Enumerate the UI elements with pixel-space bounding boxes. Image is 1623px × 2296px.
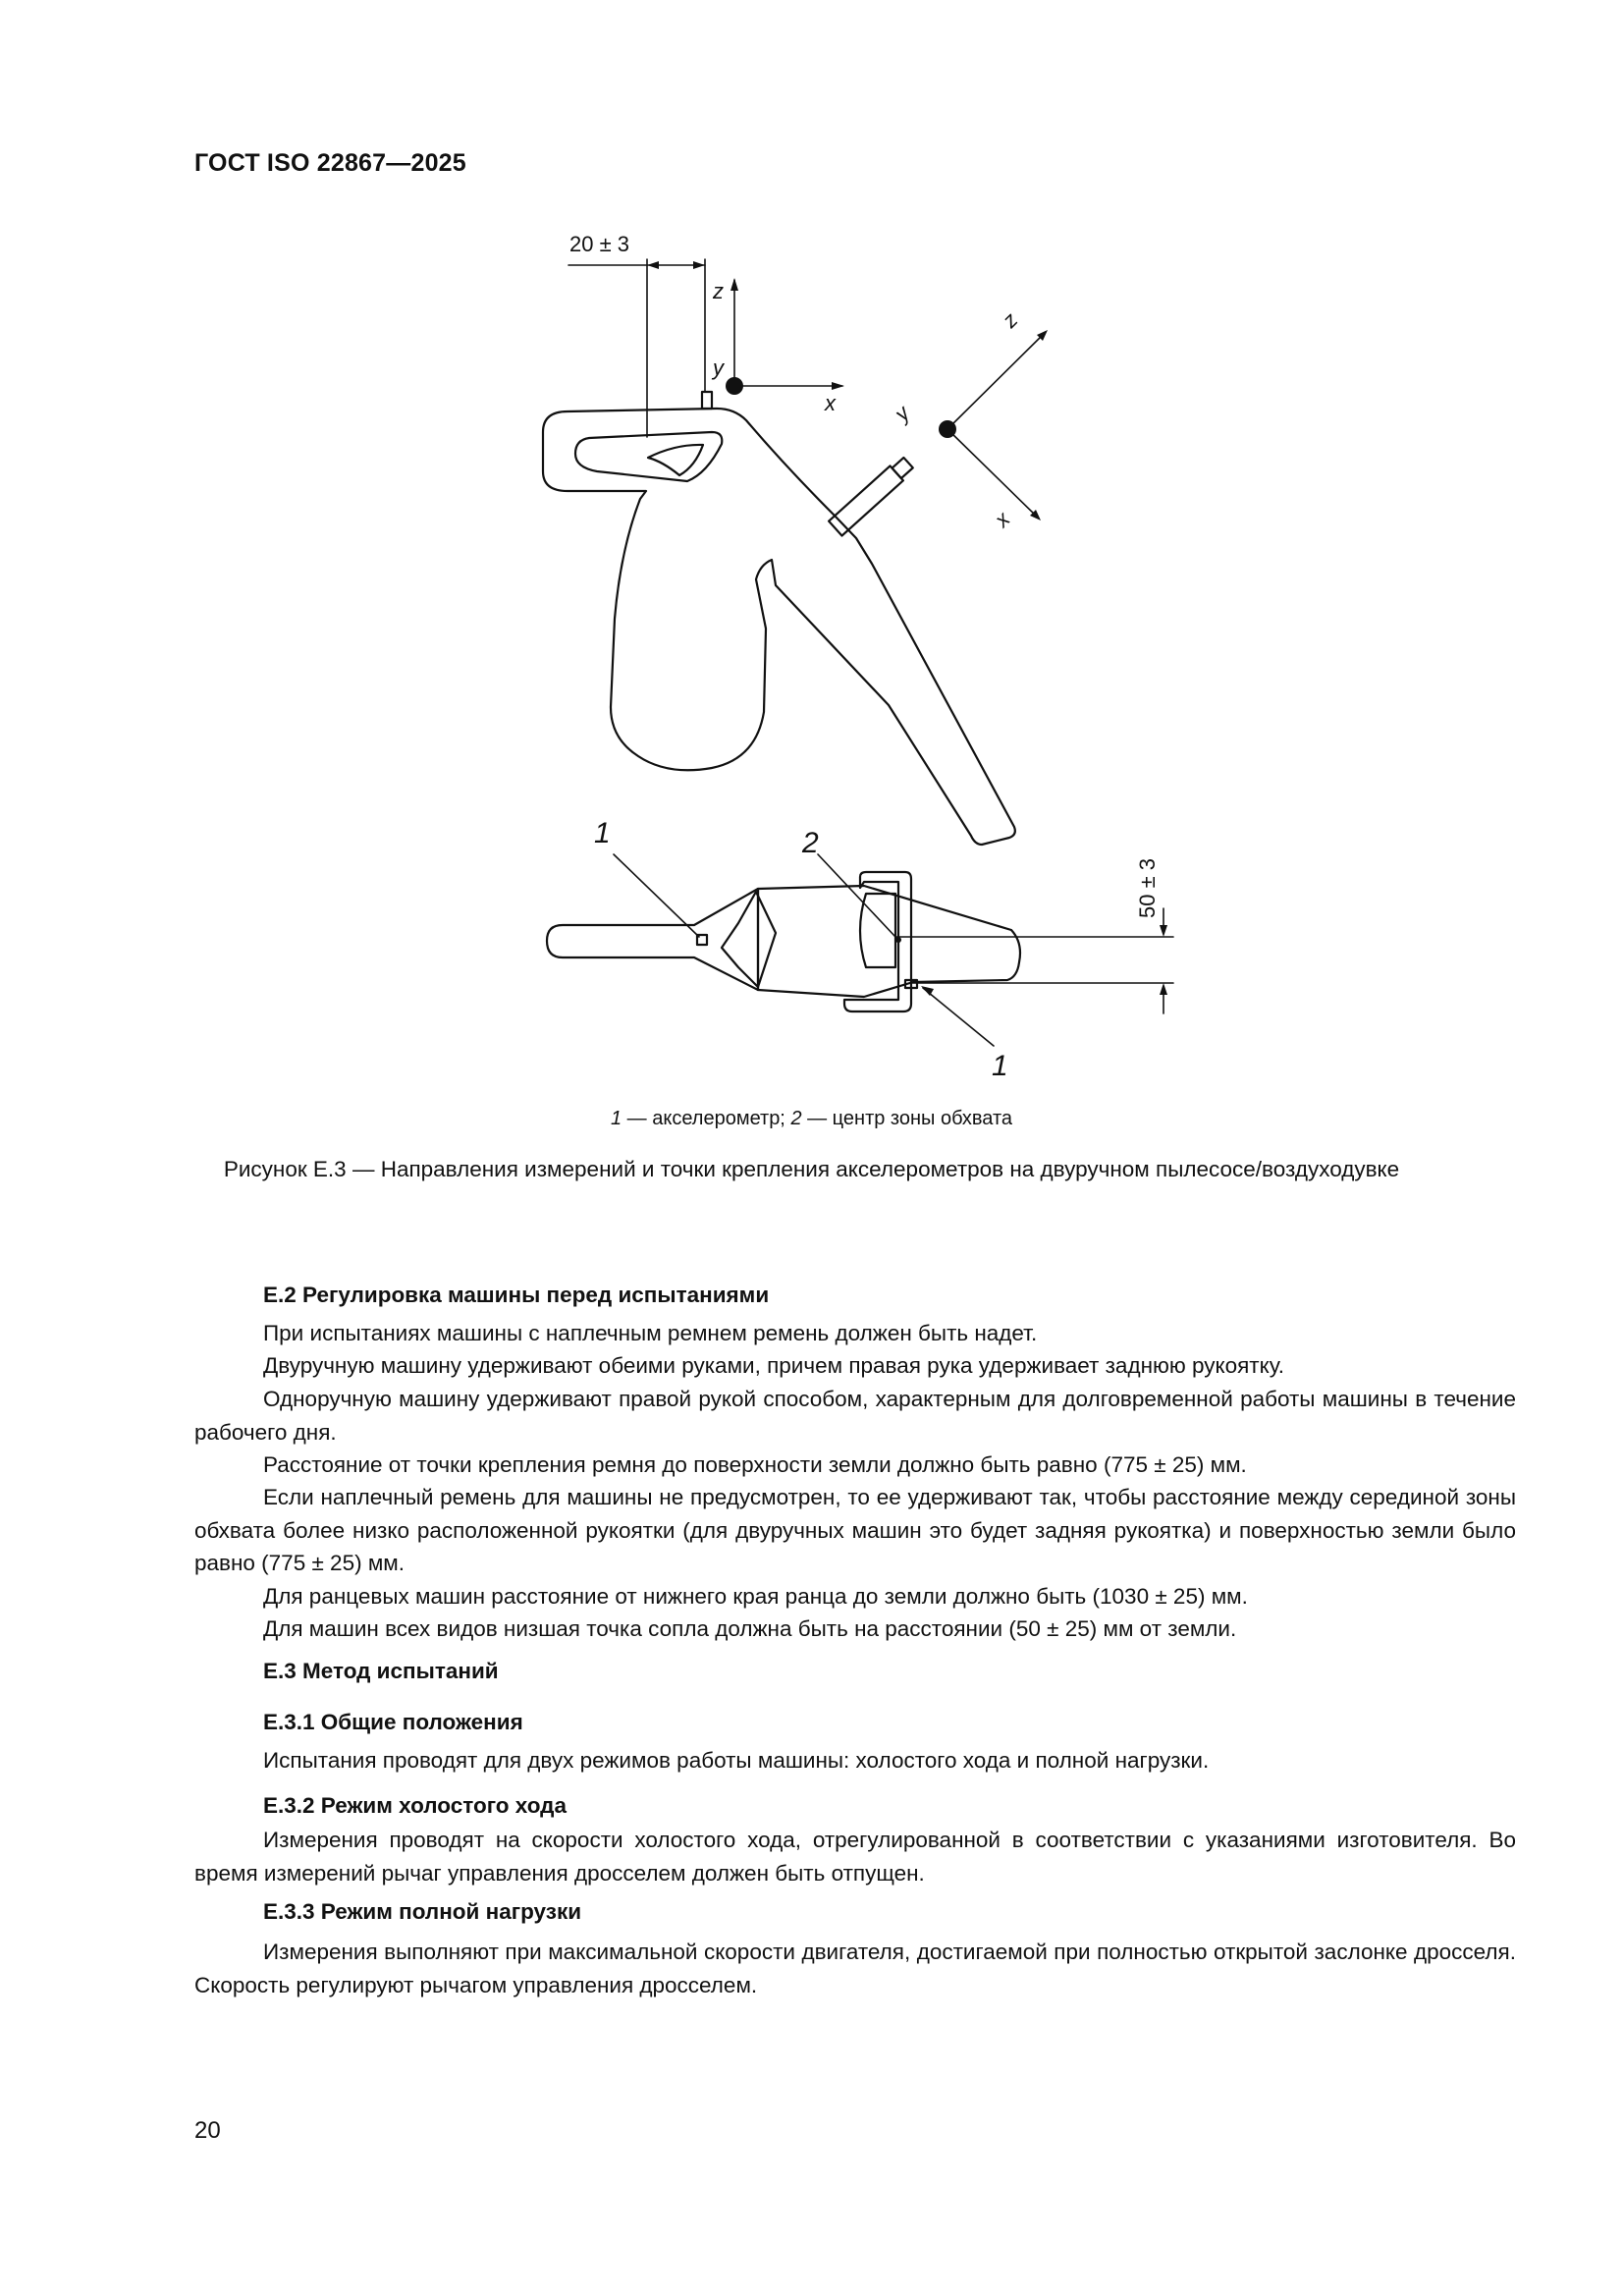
arrow-dim-up <box>1160 983 1167 995</box>
section-e3-heading: E.3 Метод испытаний <box>263 1659 499 1683</box>
callout-label-1-rear: 1 <box>594 817 611 849</box>
page-number: 20 <box>194 2117 221 2144</box>
arrow-top-right <box>693 261 705 269</box>
figure-legend <box>0 1108 1623 1130</box>
section-e2-paragraph-3: Одноручную машину удерживают правой рукой способом, характерным для долговременной работы машины в течение рабочего дня. <box>194 1387 1516 1445</box>
axis-label-y-rear: y <box>713 355 724 380</box>
legend-text-1: — акселерометр; <box>622 1108 791 1129</box>
dim-label-side: 50 ± 3 <box>1135 857 1160 918</box>
measurement-point-front <box>939 420 956 438</box>
throttle-trigger <box>648 445 703 475</box>
legend-text-2: — центр зоны обхвата <box>801 1108 1013 1129</box>
arrow-top-left <box>647 261 659 269</box>
axis-z-line-front <box>947 332 1046 429</box>
axis-label-z-front: z <box>997 307 1023 333</box>
section-e32-paragraph: Измерения проводят на скорости холостого хода, отрегулированной в соответствии с указаниями изготовителя. Во время измерений рычаг управления дросселем должен быть отпущен. <box>194 1828 1516 1886</box>
section-e2-paragraph-2: Двуручную машину удерживают обеими руками, причем правая рука удерживает заднюю рукоятку. <box>263 1353 1284 1378</box>
arrow-dim-down <box>1160 925 1167 937</box>
section-e33-heading: E.3.3 Режим полной нагрузки <box>263 1899 582 1924</box>
section-e2-paragraph-7: Для машин всех видов низшая точка сопла должна быть на расстоянии (50 ± 25) мм от земли. <box>263 1616 1237 1641</box>
leader-line-1-front <box>923 988 994 1046</box>
section-e2-paragraph-1: При испытаниях машины с наплечным ремнем ремень должен быть надет. <box>263 1321 1038 1345</box>
arrow-x-rear <box>832 382 844 390</box>
dim-label-top: 20 ± 3 <box>569 232 630 256</box>
section-e2-paragraph-6: Для ранцевых машин расстояние от нижнего края ранца до земли должно быть (1030 ± 25) мм. <box>263 1584 1248 1609</box>
axis-x-line-front <box>947 429 1039 519</box>
callout-label-2: 2 <box>802 827 819 859</box>
measurement-point-rear <box>726 377 743 395</box>
callout-label-1-front: 1 <box>992 1050 1008 1082</box>
axis-label-x-front: x <box>989 507 1015 532</box>
section-e2-paragraph-4: Расстояние от точки крепления ремня до поверхности земли должно быть равно (775 ± 25) мм. <box>263 1452 1247 1477</box>
bottom-view-body <box>758 886 1020 997</box>
section-e31-heading: E.3.1 Общие положения <box>263 1710 523 1734</box>
accelerometer-rear-side-view <box>702 392 712 409</box>
section-e33-paragraph: Измерения выполняют при максимальной скорости двигателя, достигаемой при полностью открытой заслонке дросселя. Скорость регулируют рычагом управления дросселем. <box>194 1940 1516 1997</box>
section-e32-heading: E.3.2 Режим холостого хода <box>263 1793 567 1818</box>
section-e2-paragraph-5: Если наплечный ремень для машины не предусмотрен, то ее удерживают так, чтобы расстояние между серединой зоны обхвата более низко расположенной рукоятки (для двуручных машин это будет задняя рукоятка) и поверхностью земли было равно (775 ± 25) мм. <box>194 1485 1516 1575</box>
legend-number-1: 1 <box>610 1108 622 1129</box>
document-header: ГОСТ ISO 22867—2025 <box>194 149 466 177</box>
axis-label-y-front: y <box>889 401 915 426</box>
grip-center-point <box>895 937 901 943</box>
legend-number-2: 2 <box>790 1108 802 1129</box>
section-e31-paragraph: Испытания проводят для двух режимов работы машины: холостого хода и полной нагрузки. <box>263 1748 1210 1773</box>
axis-label-x-rear: x <box>825 391 836 415</box>
section-e2-heading: E.2 Регулировка машины перед испытаниями <box>263 1283 770 1307</box>
arrow-z-rear <box>730 278 738 291</box>
axis-label-z-rear: z <box>713 279 724 303</box>
figure-e3-diagram <box>0 0 1623 1110</box>
leader-line-2 <box>818 854 895 937</box>
figure-caption: Рисунок E.3 — Направления измерений и точки крепления акселерометров на двуручном пылесосе/воздуходувке <box>223 1157 1400 1181</box>
